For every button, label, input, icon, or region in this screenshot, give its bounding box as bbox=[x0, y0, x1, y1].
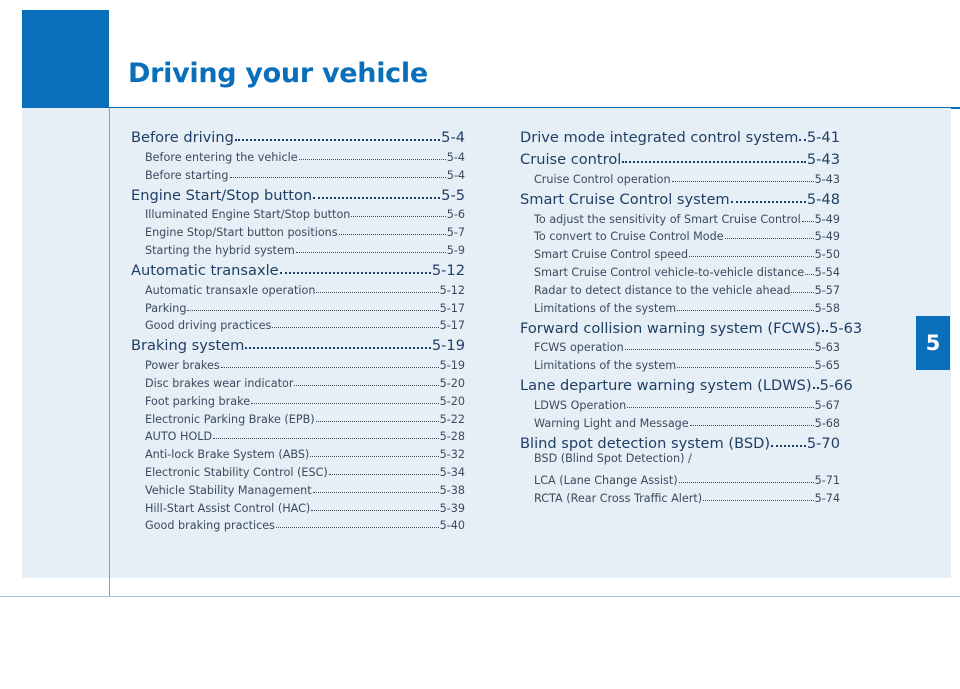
toc-subsection-entry[interactable] bbox=[131, 279, 465, 297]
toc-section-entry[interactable] bbox=[520, 186, 840, 208]
toc-entry-label: Automatic transaxle bbox=[131, 261, 279, 279]
dot-leader bbox=[251, 403, 439, 404]
dot-leader bbox=[313, 197, 440, 199]
toc-page-number: 5-7 bbox=[446, 226, 465, 240]
toc-entry-label: Smart Cruise Control speed bbox=[534, 248, 689, 262]
dot-leader bbox=[791, 292, 813, 293]
dot-leader bbox=[679, 482, 814, 483]
toc-entry-label: Lane departure warning system (LDWS) bbox=[520, 377, 812, 395]
toc-subsection-entry[interactable] bbox=[520, 394, 840, 412]
toc-page-number: 5-54 bbox=[814, 265, 840, 279]
toc-entry-label: Warning Light and Message bbox=[534, 416, 689, 430]
toc-page-number: 5-12 bbox=[431, 261, 465, 279]
toc-entry-label: Starting the hybrid system bbox=[145, 243, 295, 257]
toc-page-number: 5-67 bbox=[814, 398, 840, 412]
toc-page-number: 5-38 bbox=[439, 483, 465, 497]
toc-subsection-entry[interactable] bbox=[131, 164, 465, 182]
toc-entry-label: LDWS Operation bbox=[534, 398, 627, 412]
footer-rule bbox=[0, 596, 960, 597]
toc-subsection-entry[interactable] bbox=[520, 487, 840, 505]
toc-entry-label: Electronic Parking Brake (EPB) bbox=[145, 412, 315, 426]
toc-page-number: 5-65 bbox=[814, 359, 840, 373]
toc-entry-label: Vehicle Stability Management bbox=[145, 483, 312, 497]
toc-page-number: 5-57 bbox=[814, 283, 840, 297]
toc-page-number: 5-63 bbox=[814, 341, 840, 355]
dot-leader bbox=[299, 159, 446, 160]
dot-leader bbox=[329, 474, 439, 475]
dot-leader bbox=[813, 387, 819, 389]
dot-leader bbox=[351, 216, 445, 217]
dot-leader bbox=[310, 456, 438, 457]
dot-leader bbox=[272, 327, 438, 328]
toc-subsection-entry[interactable] bbox=[131, 479, 465, 497]
dot-leader bbox=[690, 425, 814, 426]
toc-subsection-entry[interactable] bbox=[520, 337, 840, 355]
toc-page-number: 5-41 bbox=[806, 129, 840, 146]
dot-leader bbox=[805, 274, 813, 275]
dot-leader bbox=[799, 139, 806, 141]
toc-page-number: 5-22 bbox=[439, 412, 465, 426]
dot-leader bbox=[622, 161, 806, 163]
toc-entry-label: Electronic Stability Control (ESC) bbox=[145, 465, 328, 479]
dot-leader bbox=[703, 500, 813, 501]
toc-entry-label: Hill-Start Assist Control (HAC) bbox=[145, 501, 311, 515]
dot-leader bbox=[725, 238, 814, 239]
toc-subsection-entry[interactable] bbox=[131, 204, 465, 222]
dot-leader bbox=[627, 407, 813, 408]
toc-subsection-entry[interactable] bbox=[131, 239, 465, 257]
toc-entry-label: AUTO HOLD bbox=[145, 430, 213, 444]
toc-entry-label: Automatic transaxle operation bbox=[145, 283, 316, 297]
toc-page-number: 5-12 bbox=[439, 283, 465, 297]
toc-entry-label: Limitations of the system bbox=[534, 301, 677, 315]
toc-page-number: 5-4 bbox=[446, 168, 465, 182]
toc-section-entry[interactable] bbox=[131, 332, 465, 354]
toc-entry-label: RCTA (Rear Cross Traffic Alert) bbox=[534, 492, 703, 506]
toc-subsection-entry[interactable] bbox=[131, 461, 465, 479]
dot-leader bbox=[294, 385, 438, 386]
dot-leader bbox=[276, 527, 439, 528]
toc-entry-label: Drive mode integrated control system bbox=[520, 129, 799, 146]
toc-page-number: 5-48 bbox=[806, 190, 840, 208]
toc-page-number: 5-71 bbox=[814, 474, 840, 488]
dot-leader bbox=[280, 272, 431, 274]
toc-page-number: 5-43 bbox=[814, 172, 840, 186]
toc-entry-label: Engine Start/Stop button bbox=[131, 186, 313, 204]
toc-entry-label: Radar to detect distance to the vehicle ahead bbox=[534, 283, 791, 297]
toc-section-entry[interactable] bbox=[131, 257, 465, 279]
dot-leader bbox=[221, 367, 439, 368]
toc-subsection-entry[interactable] bbox=[131, 297, 465, 315]
toc-page-number: 5-39 bbox=[439, 501, 465, 515]
toc-left-column bbox=[131, 124, 465, 532]
toc-section-entry[interactable] bbox=[520, 146, 840, 168]
toc-page-number: 5-49 bbox=[814, 230, 840, 244]
dot-leader bbox=[672, 181, 814, 182]
toc-subsection-entry[interactable] bbox=[520, 168, 840, 186]
toc-entry-label: Before driving bbox=[131, 129, 234, 146]
toc-subsection-entry[interactable] bbox=[131, 146, 465, 164]
toc-entry-label: Before starting bbox=[145, 168, 229, 182]
toc-entry-label: Cruise control bbox=[520, 151, 622, 168]
toc-page-number: 5-34 bbox=[439, 465, 465, 479]
toc-subsection-entry[interactable] bbox=[520, 412, 840, 430]
toc-entry-label: Good braking practices bbox=[145, 519, 275, 533]
toc-subsection-entry[interactable] bbox=[131, 315, 465, 333]
dot-leader bbox=[339, 234, 446, 235]
toc-entry-label: Blind spot detection system (BSD) bbox=[520, 434, 771, 452]
toc-subsection-entry[interactable] bbox=[131, 221, 465, 239]
toc-entry-label: FCWS operation bbox=[534, 341, 624, 355]
dot-leader bbox=[689, 256, 814, 257]
dot-leader bbox=[316, 292, 438, 293]
toc-section-entry[interactable] bbox=[520, 430, 840, 452]
toc-entry-label: Cruise Control operation bbox=[534, 172, 671, 186]
dot-leader bbox=[677, 310, 814, 311]
toc-subsection-entry[interactable] bbox=[520, 226, 840, 244]
margin-rule bbox=[109, 108, 110, 596]
dot-leader bbox=[235, 139, 440, 141]
toc-entry-label: Parking bbox=[145, 301, 187, 315]
chapter-color-block bbox=[22, 10, 109, 108]
toc-page-number: 5-20 bbox=[439, 376, 465, 390]
toc-page-number: 5-70 bbox=[806, 434, 840, 452]
toc-page-number: 5-66 bbox=[819, 377, 853, 395]
toc-section-entry[interactable] bbox=[520, 315, 863, 337]
toc-subsection-entry[interactable] bbox=[520, 354, 840, 372]
dot-leader bbox=[187, 310, 438, 311]
toc-entry-label: Smart Cruise Control vehicle-to-vehicle distance bbox=[534, 265, 805, 279]
toc-subsection-entry[interactable] bbox=[520, 279, 840, 297]
toc-subsection-entry[interactable] bbox=[520, 261, 840, 279]
toc-page-number: 5-63 bbox=[829, 319, 863, 337]
toc-page-number: 5-5 bbox=[441, 186, 465, 204]
dot-leader bbox=[731, 201, 806, 203]
dot-leader bbox=[245, 347, 431, 349]
toc-section-entry[interactable] bbox=[520, 372, 853, 395]
toc-entry-label: Smart Cruise Control system bbox=[520, 190, 730, 208]
toc-entry-label: LCA (Lane Change Assist) bbox=[534, 474, 678, 488]
toc-section-entry[interactable] bbox=[520, 124, 840, 146]
toc-page-number: 5-19 bbox=[431, 337, 465, 355]
dot-leader bbox=[313, 492, 439, 493]
toc-page-number: 5-50 bbox=[814, 248, 840, 262]
dot-leader bbox=[822, 330, 828, 332]
toc-page-number: 5-68 bbox=[814, 416, 840, 430]
toc-subsection-entry[interactable] bbox=[131, 390, 465, 408]
toc-entry-label: Anti-lock Brake System (ABS) bbox=[145, 448, 310, 462]
dot-leader bbox=[213, 438, 439, 439]
dot-leader bbox=[771, 445, 806, 447]
toc-entry-label: Forward collision warning system (FCWS) bbox=[520, 319, 822, 337]
toc-page-number: 5-28 bbox=[439, 430, 465, 444]
toc-subsection-entry[interactable] bbox=[131, 426, 465, 444]
toc-subsection-entry[interactable] bbox=[131, 372, 465, 390]
dot-leader bbox=[311, 510, 438, 511]
toc-subsection-entry[interactable] bbox=[131, 354, 465, 372]
toc-entry-label: Disc brakes wear indicator bbox=[145, 376, 294, 390]
toc-page-number: 5-32 bbox=[439, 448, 465, 462]
toc-page-number: 5-40 bbox=[439, 519, 465, 533]
toc-page-number: 5-74 bbox=[814, 492, 840, 506]
toc-page-number: 5-19 bbox=[439, 359, 465, 373]
dot-leader bbox=[802, 221, 814, 222]
toc-page-number: 5-4 bbox=[441, 129, 465, 146]
toc-entry-label: Before entering the vehicle bbox=[145, 150, 298, 164]
chapter-title: Driving your vehicle bbox=[128, 58, 428, 89]
toc-page-number: 5-49 bbox=[814, 212, 840, 226]
toc-subsection-entry[interactable] bbox=[520, 297, 840, 315]
toc-subsection-entry[interactable] bbox=[520, 208, 840, 226]
toc-entry-label: Braking system bbox=[131, 337, 245, 355]
toc-subsection-entry[interactable] bbox=[520, 470, 840, 488]
toc-subsection-entry[interactable] bbox=[131, 408, 465, 426]
toc-entry-label: Limitations of the system bbox=[534, 359, 677, 373]
toc-entry-label: Power brakes bbox=[145, 359, 220, 373]
toc-page-number: 5-6 bbox=[446, 208, 465, 222]
toc-entry-label: To convert to Cruise Control Mode bbox=[534, 230, 724, 244]
toc-page-number: 5-4 bbox=[446, 150, 465, 164]
toc-page-number: 5-17 bbox=[439, 319, 465, 333]
toc-entry-continuation: BSD (Blind Spot Detection) / bbox=[534, 451, 692, 465]
toc-subsection-entry[interactable] bbox=[520, 243, 840, 261]
toc-entry-label: Good driving practices bbox=[145, 319, 272, 333]
toc-page-number: 5-43 bbox=[806, 151, 840, 168]
toc-subsection-entry[interactable] bbox=[131, 515, 465, 533]
dot-leader bbox=[677, 367, 814, 368]
toc-entry-label: Engine Stop/Start button positions bbox=[145, 226, 338, 240]
toc-right-column bbox=[520, 124, 863, 506]
dot-leader bbox=[625, 349, 814, 350]
dot-leader bbox=[230, 177, 446, 178]
toc-entry-label: Foot parking brake bbox=[145, 394, 251, 408]
dot-leader bbox=[316, 421, 439, 422]
toc-entry-label: To adjust the sensitivity of Smart Cruise Control bbox=[534, 212, 801, 226]
toc-subsection-entry[interactable] bbox=[131, 497, 465, 515]
toc-page-number: 5-9 bbox=[446, 243, 465, 257]
dot-leader bbox=[296, 252, 446, 253]
toc-section-entry[interactable] bbox=[131, 124, 465, 146]
toc-page-number: 5-20 bbox=[439, 394, 465, 408]
toc-page-number: 5-58 bbox=[814, 301, 840, 315]
toc-section-entry[interactable] bbox=[131, 182, 465, 204]
chapter-tab[interactable]: 5 bbox=[916, 316, 950, 370]
toc-page-number: 5-17 bbox=[439, 301, 465, 315]
toc-entry-label: Illuminated Engine Start/Stop button bbox=[145, 208, 351, 222]
toc-subsection-entry[interactable] bbox=[131, 443, 465, 461]
